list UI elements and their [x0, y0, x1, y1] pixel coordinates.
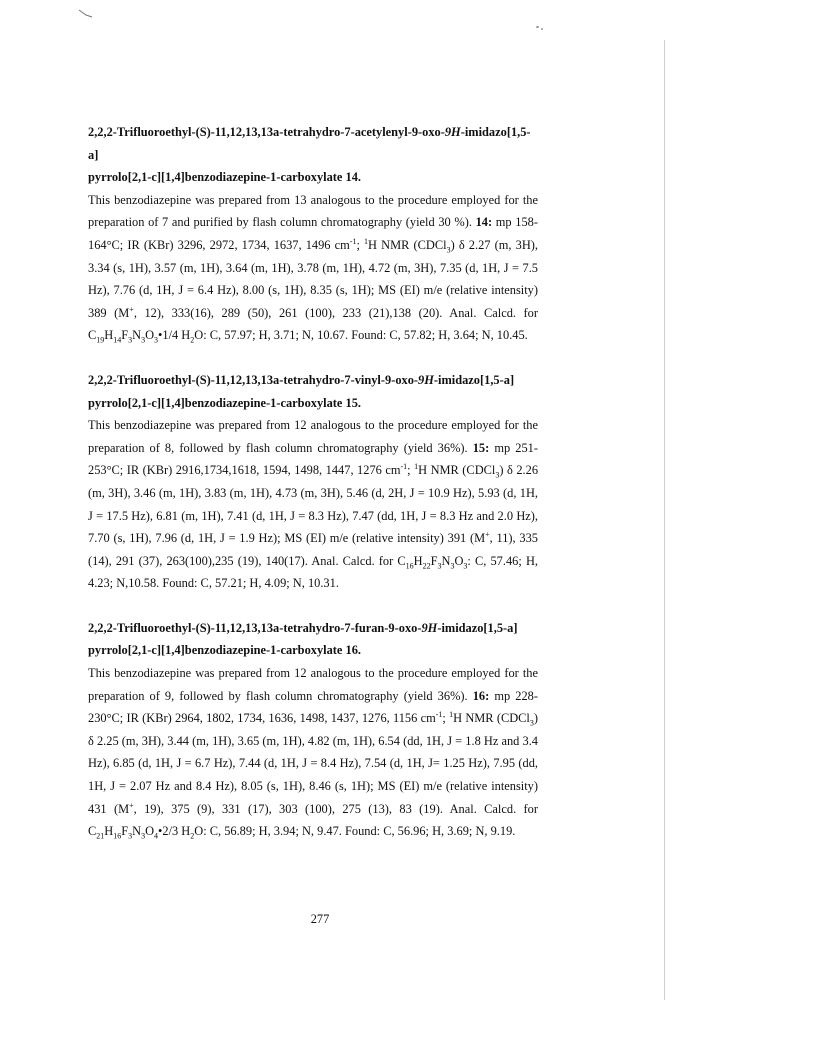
compound-title: 2,2,2-Trifluoroethyl-(S)-11,12,13,13a-tetrahydro-7-furan-9-oxo-9H-imidazo[1,5-a] pyrrolo[2,1-c][1,4]benzodiazepine-1-carboxylate 16.: [88, 620, 518, 658]
scan-mark-top-left: [78, 9, 96, 19]
document-content: [88, 121, 538, 843]
scan-speck: [536, 26, 539, 28]
compound-description: This benzodiazepine was prepared from 12 analogous to the procedure employed for the preparation of 9, followed by flash column chromatography (yield 36%). 16: mp 228-230°C; IR (KBr) 2964, 1802, 1734, 1636, 1498, 1437, 1276, 1156 $cm^{-1}$; $^1$H NMR (CDCl$_3$) δ 2.25 (m, 3H), 3.44 (m, 1H), 3.65 (m, 1H), 4.82 (m, 1H), 6.54 (dd, 1H, J = 1.8 Hz and 3.4 Hz), 6.85 (d, 1H, J = 6.7 Hz), 7.44 (d, 1H, J = 8.4 Hz), 7.54 (d, 1H, J= 1.25 Hz), 7.95 (dd, 1H, J = 2.07 Hz and 8.4 Hz), 8.05 (s, 1H), 8.46 (s, 1H); MS (EI) m/e (relative intensity) 431 (M+, 19), 375 (9), 331 (17), 303 (100), 275 (13), 83 (19). Anal. Calcd. for $C_{21}H_{16}F_3N_3O_4•2/3$ $H_2O$: C, 56.89; H, 3.94; N, 9.47. Found: C, 56.96; H, 3.69; N, 9.19.: [88, 666, 539, 841]
compound-entry-14: [88, 121, 538, 347]
scan-edge-line: [664, 40, 665, 1000]
compound-entry-16: [88, 617, 538, 843]
compound-description: This benzodiazepine was prepared from 12 analogous to the procedure employed for the preparation of 8, followed by flash column chromatography (yield 36%). 15: mp 251-253°C; IR (KBr) 2916,1734,1618, 1594, 1498, 1447, 1276 $cm^{-1}$; $^1$H NMR (CDCl$_3$) δ 2.26 (m, 3H), 3.46 (m, 1H), 3.83 (m, 1H), 4.73 (m, 3H), 5.46 (d, 2H, J = 10.9 Hz), 5.93 (d, 1H, J = 17.5 Hz), 6.81 (m, 1H), 7.41 (d, 1H, J = 8.3 Hz), 7.47 (dd, 1H, J = 8.3 Hz and 2.0 Hz), 7.70 (s, 1H), 7.96 (d, 1H, J = 1.9 Hz); MS (EI) m/e (relative intensity) 391 (M+, 11), 335 (14), 291 (37), 263(100),235 (19), 140(17). Anal. Calcd. for $C_{16}H_{22}F_3N_3O_3$: C, 57.46; H, 4.23; N,10.58. Found: C, 57.21; H, 4.09; N, 10.31.: [88, 418, 539, 591]
compound-description: This benzodiazepine was prepared from 13 analogous to the procedure employed for the preparation of 7 and purified by flash column chromatography (yield 30 %). 14: mp 158-164°C; IR (KBr) 3296, 2972, 1734, 1637, 1496 $cm^{-1}$; $^1$H NMR (CDCl$_3$) δ 2.27 (m, 3H), 3.34 (s, 1H), 3.57 (m, 1H), 3.64 (m, 1H), 3.78 (m, 1H), 4.72 (m, 3H), 7.35 (d, 1H, J = 7.5 Hz), 7.76 (d, 1H, J = 6.4 Hz), 8.00 (s, 1H), 8.35 (s, 1H); MS (EI) m/e (relative intensity) 389 (M+, 12), 333(16), 289 (50), 261 (100), 233 (21),138 (20). Anal. Calcd. for $C_{19}H_{14}F_3N_3O_3•1/4$ $H_2O$: C, 57.97; H, 3.71; N, 10.67. Found: C, 57.82; H, 3.64; N, 10.45.: [88, 192, 538, 345]
page-number: 277: [310, 912, 330, 926]
compound-entry-15: [88, 369, 538, 595]
scan-speck: [541, 28, 543, 30]
compound-title: 2,2,2-Trifluoroethyl-(S)-11,12,13,13a-tetrahydro-7-vinyl-9-oxo-9H-imidazo[1,5-a] pyrrolo[2,1-c][1,4]benzodiazepine-1-carboxylate 15.: [88, 372, 515, 410]
compound-title: 2,2,2-Trifluoroethyl-(S)-11,12,13,13a-tetrahydro-7-acetylenyl-9-oxo-9H-imidazo[1,5-a] pyrrolo[2,1-c][1,4]benzodiazepine-1-carboxylate 14.: [88, 125, 531, 185]
